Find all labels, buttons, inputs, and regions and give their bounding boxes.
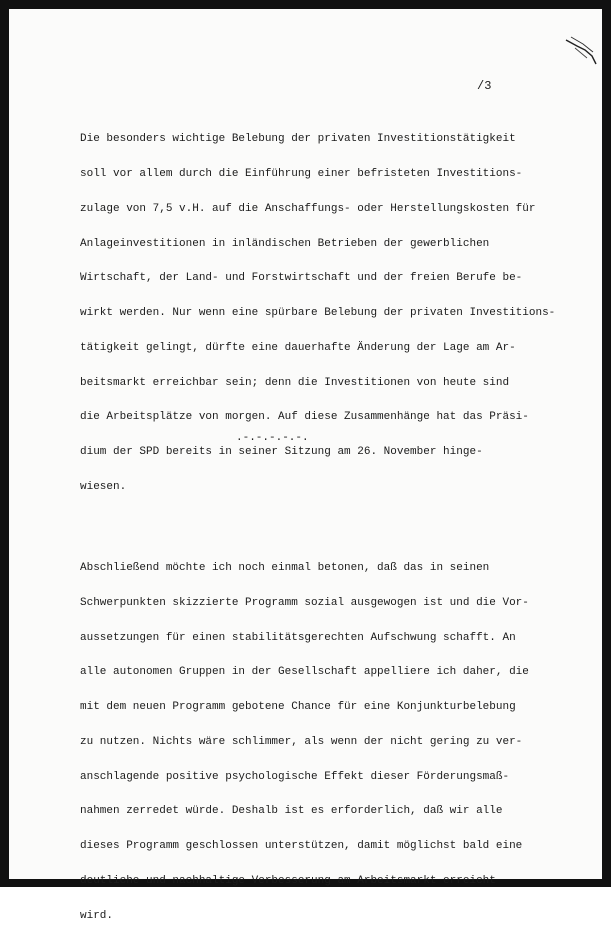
text-line: anschlagende positive psychologische Effekt dieser Förderungsmaß- bbox=[80, 770, 510, 783]
text-line: wirkt werden. Nur wenn eine spürbare Belebung der privaten Investitions- bbox=[80, 307, 556, 320]
text-line: mit dem neuen Programm gebotene Chance für eine Konjunkturbelebung bbox=[80, 701, 516, 714]
text-line: tätigkeit gelingt, dürfte eine dauerhafte Änderung der Lage am Ar- bbox=[80, 341, 516, 354]
text-line: wird. bbox=[80, 909, 114, 922]
text-line: wiesen. bbox=[80, 481, 127, 493]
text-line: zu nutzen. Nichts wäre schlimmer, als wenn der nicht gering zu ver- bbox=[80, 735, 523, 748]
text-line: dium der SPD bereits in seiner Sitzung am 26. November hinge- bbox=[80, 446, 483, 459]
text-line: Wirtschaft, der Land- und Forstwirtschaft und der freien Berufe be- bbox=[80, 272, 523, 285]
text-line: nahmen zerredet würde. Deshalb ist es erforderlich, daß wir alle bbox=[80, 805, 503, 818]
text-line: Schwerpunkten skizzierte Programm sozial ausgewogen ist und die Vor- bbox=[80, 596, 529, 609]
page-number: /3 bbox=[477, 79, 492, 93]
text-line: deutliche und nachhaltige Verbesserung am Arbeitsmarkt erreicht bbox=[80, 875, 496, 887]
text-line: Anlageinvestitionen in inländischen Betrieben der gewerblichen bbox=[80, 237, 490, 250]
text-line: die Arbeitsplätze von morgen. Auf diese Zusammenhänge hat das Präsi- bbox=[80, 411, 529, 424]
text-line: zulage von 7,5 v.H. auf die Anschaffungs- oder Herstellungskosten für bbox=[80, 202, 536, 215]
text-line: aussetzungen für einen stabilitätsgerechten Aufschwung schafft. An bbox=[80, 631, 516, 644]
text-line: dieses Programm geschlossen unterstützen, damit möglichst bald eine bbox=[80, 840, 523, 853]
document-body bbox=[80, 111, 600, 946]
text-line: Abschließend möchte ich noch einmal betonen, daß das in seinen bbox=[80, 561, 490, 574]
paragraph-conclusion bbox=[80, 540, 600, 946]
text-line: Die besonders wichtige Belebung der privaten Investitionstätigkeit bbox=[80, 133, 516, 146]
text-line: beitsmarkt erreichbar sein; denn die Investitionen von heute sind bbox=[80, 376, 510, 389]
text-line: soll vor allem durch die Einführung einer befristeten Investitions- bbox=[80, 167, 523, 180]
handwritten-corner-mark bbox=[563, 34, 599, 74]
closing-separator: .-.-.-.-.-. bbox=[236, 432, 309, 444]
paragraph-investment bbox=[80, 111, 600, 517]
text-line: alle autonomen Gruppen in der Gesellschaft appelliere ich daher, die bbox=[80, 666, 529, 679]
